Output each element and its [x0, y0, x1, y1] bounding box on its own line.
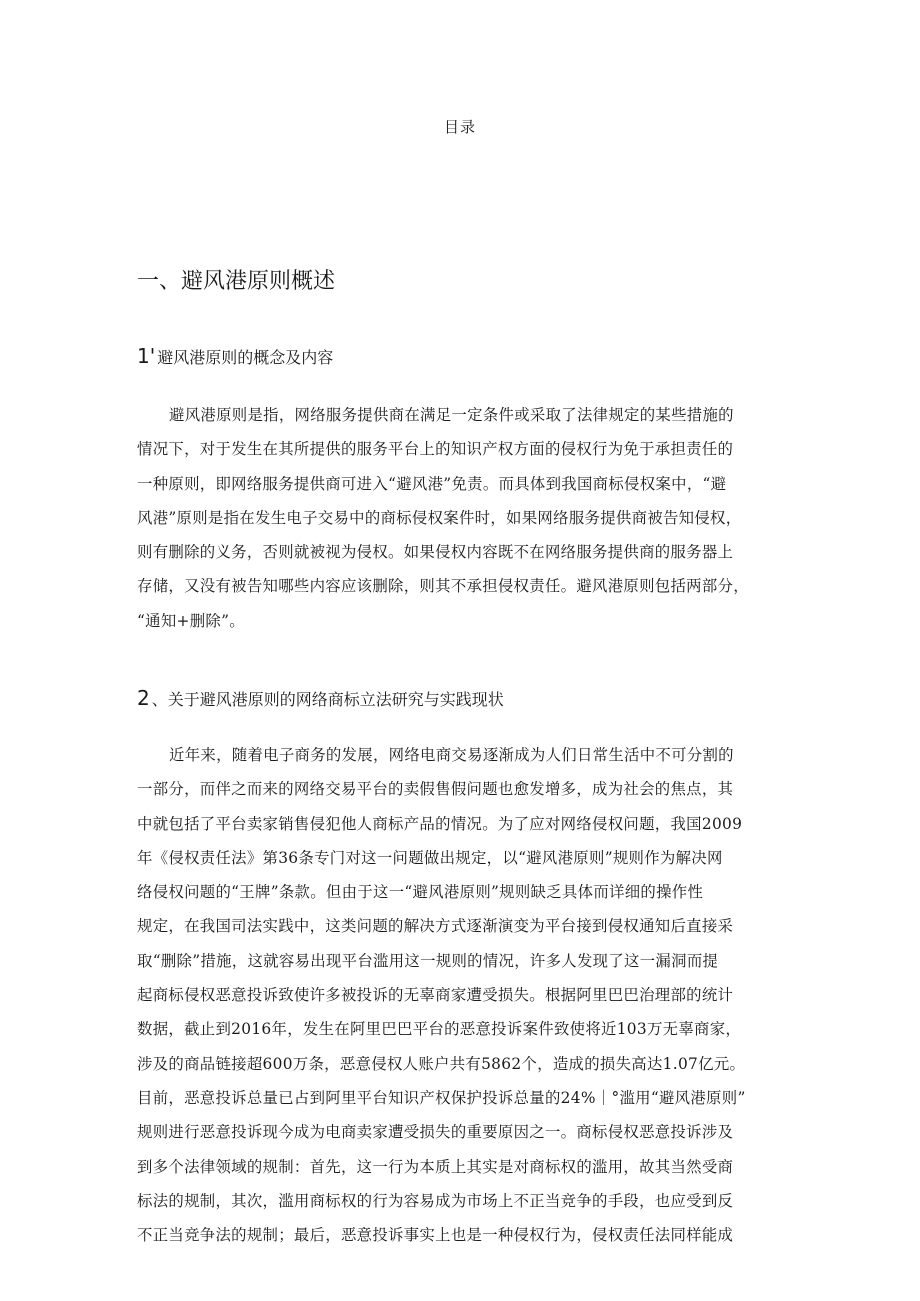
- paragraph-line: 一种原则，即网络服务提供商可进入“避风港”免责。而具体到我国商标侵权案中，“避: [137, 474, 727, 493]
- paragraph-line: 风港”原则是指在发生电子交易中的商标侵权案件时，如果网络服务提供商被告知侵权，: [137, 508, 742, 527]
- toc-title: 目录: [443, 118, 476, 136]
- paragraph-line: 取“删除”措施，这就容易出现平台滥用这一规则的情况，许多人发现了这一漏洞而提: [137, 951, 719, 970]
- paragraph-line: 数据，截止到2016年，发生在阿里巴巴平台的恶意投诉案件致使将近103万无辜商家，: [137, 1020, 742, 1039]
- paragraph-line: “通知+删除”。: [137, 611, 245, 630]
- section-heading-1: 一、避风港原则概述: [137, 269, 336, 294]
- paragraph-line: 规定，在我国司法实践中，这类问题的解决方式逐渐演变为平台接到侵权通知后直接采: [137, 917, 734, 936]
- paragraph-line: 起商标侵权恶意投诉致使许多被投诉的无辜商家遭受损失。根据阿里巴巴治理部的统计: [137, 986, 734, 1005]
- paragraph-line: 情况下，对于发生在其所提供的服务平台上的知识产权方面的侵权行为免于承担责任的: [137, 440, 734, 459]
- subsection-number-2: 2: [137, 686, 150, 710]
- paragraph-line: 避风港原则是指，网络服务提供商在满足一定条件或采取了法律规定的某些措施的: [169, 406, 734, 424]
- paragraph-line: 存储，又没有被告知哪些内容应该删除，则其不承担侵权责任。避风港原则包括两部分，: [137, 577, 749, 596]
- paragraph-line: 络侵权问题的“王牌”条款。但由于这一“避风港原则”规则缺乏具体而详细的操作性: [137, 883, 704, 902]
- subsection-heading-1: [137, 344, 333, 368]
- paragraph-line: 目前，恶意投诉总量已占到阿里平台知识产权保护投诉总量的24%｜°滥用“避风港原则”: [137, 1088, 746, 1107]
- subsection-title-2: 、关于避风港原则的网络商标立法研究与实践现状: [151, 690, 504, 709]
- paragraph-line: 涉及的商品链接超600万条，恶意侵权人账户共有5862个，造成的损失高达1.07亿元。: [137, 1054, 746, 1073]
- paragraph-line: 年《侵权责任法》第36条专门对这一问题做出规定，以“避风港原则”规则作为解决网: [137, 848, 723, 867]
- subsection-heading-2: [137, 686, 504, 710]
- paragraph-1: [137, 398, 792, 638]
- paragraph-line: 标法的规制，其次，滥用商标权的行为容易成为市场上不正当竞争的手段，也应受到反: [137, 1191, 734, 1210]
- paragraph-line: 近年来，随着电子商务的发展，网络电商交易逐渐成为人们日常生活中不可分割的: [169, 746, 734, 764]
- paragraph-2: [137, 738, 792, 1252]
- paragraph-line: 到多个法律领域的规制：首先，这一行为本质上其实是对商标权的滥用，故其当然受商: [137, 1157, 734, 1176]
- paragraph-line: 规则进行恶意投诉现今成为电商卖家遭受损失的重要原因之一。商标侵权恶意投诉涉及: [137, 1123, 734, 1142]
- paragraph-line: 不正当竞争法的规制；最后，恶意投诉事实上也是一种侵权行为，侵权责任法同样能成: [137, 1226, 734, 1245]
- subsection-title-1: 避风港原则的概念及内容: [157, 348, 334, 367]
- paragraph-line: 一部分，而伴之而来的网络交易平台的卖假售假问题也愈发增多，成为社会的焦点，其: [137, 780, 734, 799]
- paragraph-line: 中就包括了平台卖家销售侵犯他人商标产品的情况。为了应对网络侵权问题，我国2009: [137, 814, 743, 833]
- subsection-number-1: 1': [137, 344, 156, 368]
- paragraph-line: 则有删除的义务，否则就被视为侵权。如果侵权内容既不在网络服务提供商的服务器上: [137, 543, 734, 562]
